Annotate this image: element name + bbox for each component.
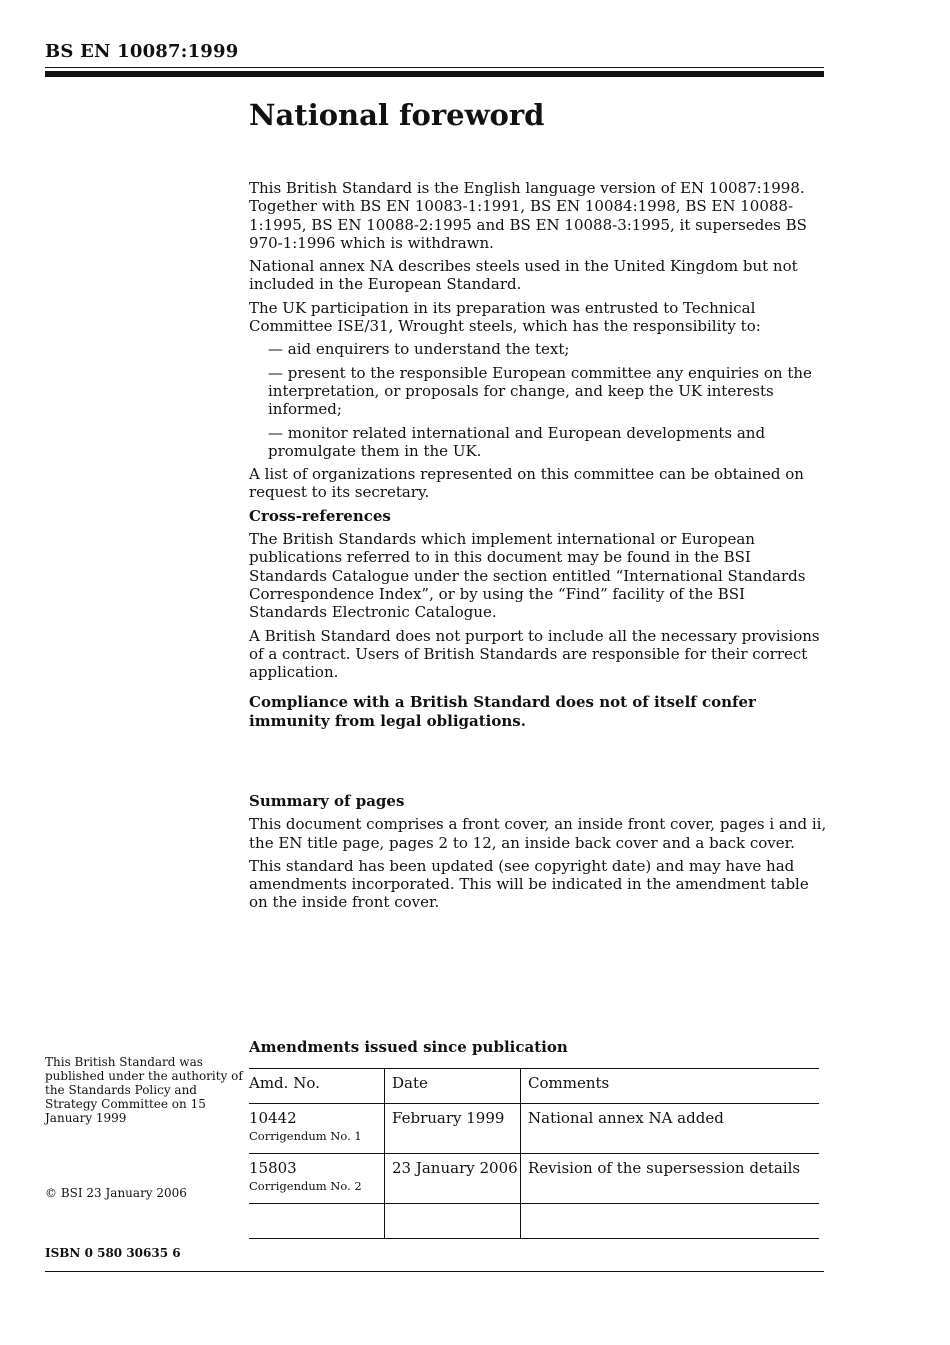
header-thick-rule	[45, 71, 824, 77]
publication-note: This British Standard was published under the authority of the Standards Policy and Strategy Committee on 15 January 1999	[45, 1055, 243, 1125]
date-cell: February 1999	[385, 1104, 521, 1154]
provisions-paragraph: A British Standard does not purport to include all the necessary provisions of a contract. Users of British Standards are responsible for their correct application.	[249, 626, 820, 682]
comments-cell: Revision of the supersession details	[521, 1154, 820, 1204]
corrigendum-label: Corrigendum No. 1	[249, 1129, 362, 1143]
committee-list-paragraph: A list of organizations represented on this committee can be obtained on request to its secretary.	[249, 465, 804, 502]
page-title: National foreword	[249, 98, 545, 132]
table-row	[249, 1104, 819, 1154]
crossref-heading: Cross-references	[249, 506, 391, 525]
amd-no-cell	[249, 1154, 385, 1204]
column-header-comments: Comments	[521, 1069, 820, 1104]
summary-heading: Summary of pages	[249, 792, 405, 810]
table-row-empty	[249, 1204, 819, 1239]
amd-number: 15803	[249, 1159, 297, 1177]
footer-rule	[45, 1271, 824, 1272]
amendments-heading: Amendments issued since publication	[249, 1038, 568, 1056]
summary-pages-paragraph: This document comprises a front cover, an inside front cover, pages i and ii, the EN title page, pages 2 to 12, an inside back cover and a back cover.	[249, 815, 827, 852]
comments-cell: National annex NA added	[521, 1104, 820, 1154]
amd-number: 10442	[249, 1109, 297, 1127]
intro-paragraph: This British Standard is the English language version of EN 10087:1998. Together with BS EN 10083-1:1991, BS EN 10084:1998, BS EN 10088-1:1995, BS EN 10088-2:1995 and BS EN 10088-3:1995, it supersedes BS 970-1:1996 which is withdrawn.	[249, 179, 807, 252]
compliance-statement: Compliance with a British Standard does not of itself confer immunity from legal obligations.	[249, 693, 756, 730]
header-thin-rule	[45, 67, 824, 68]
annex-paragraph: National annex NA describes steels used in the United Kingdom but not included in the European Standard.	[249, 257, 798, 294]
copyright-notice: © BSI 23 January 2006	[45, 1186, 187, 1200]
duty-item: — monitor related international and European developments and promulgate them in the UK.	[268, 423, 766, 460]
duty-item: — present to the responsible European committee any enquiries on the interpretation, or proposals for change, and keep the UK interests informed;	[268, 363, 812, 419]
empty-cell	[521, 1204, 820, 1239]
crossref-paragraph: The British Standards which implement international or European publications referred to in this document may be found in the BSI Standards Catalogue under the section entitled “International Standards Correspondence Index”, or by using the “Find” facility of the BSI Standards Electronic Catalogue.	[249, 530, 806, 622]
participation-paragraph: The UK participation in its preparation was entrusted to Technical Committee ISE/31, Wrought steels, which has the responsibility to:	[249, 298, 761, 336]
table-header-row	[249, 1069, 819, 1104]
summary-updated-paragraph: This standard has been updated (see copyright date) and may have had amendments incorporated. This will be indicated in the amendment table on the inside front cover.	[249, 856, 809, 912]
empty-cell	[385, 1204, 521, 1239]
empty-cell	[249, 1204, 385, 1239]
duty-item: — aid enquirers to understand the text;	[268, 340, 570, 359]
column-header-date: Date	[385, 1069, 521, 1104]
amd-no-cell	[249, 1104, 385, 1154]
table-row	[249, 1154, 819, 1204]
isbn: ISBN 0 580 30635 6	[45, 1246, 181, 1260]
document-id: BS EN 10087:1999	[45, 41, 239, 62]
date-cell: 23 January 2006	[385, 1154, 521, 1204]
column-header-amd-no: Amd. No.	[249, 1069, 385, 1104]
foreword-body	[249, 179, 827, 735]
corrigendum-label: Corrigendum No. 2	[249, 1179, 362, 1193]
amendments-table	[249, 1068, 819, 1239]
summary-section	[249, 792, 827, 917]
